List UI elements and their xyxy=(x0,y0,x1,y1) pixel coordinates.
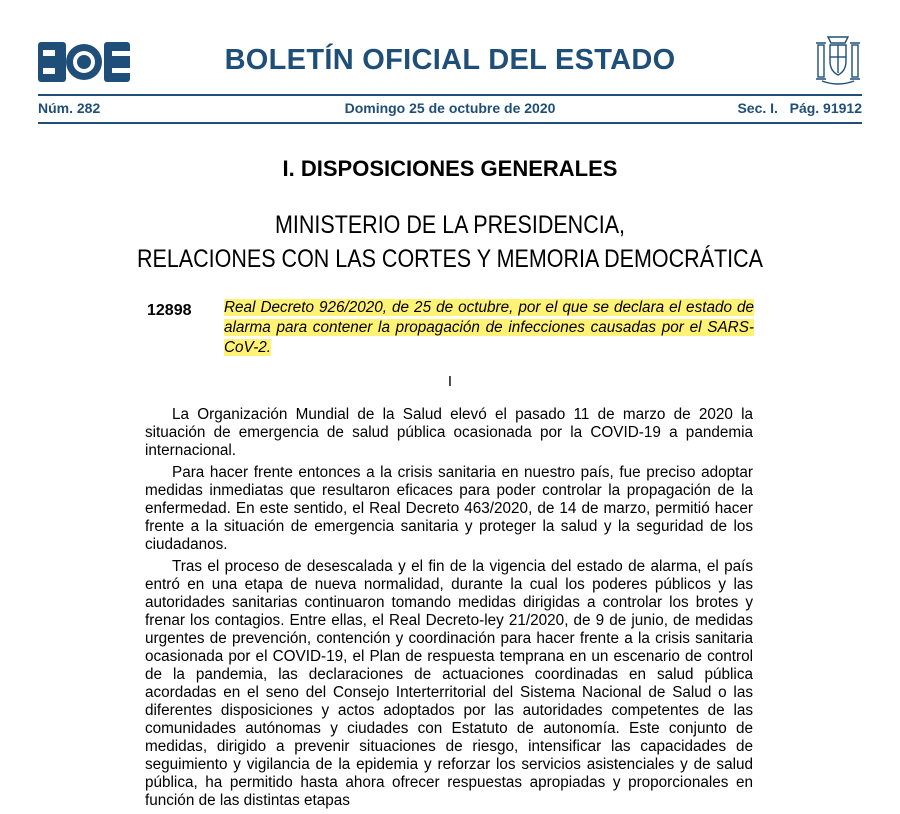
paragraph: Tras el proceso de desescalada y el fin de la vigencia del estado de alarma, el país entró en una etapa de nueva normalidad, durante la cual los poderes públicos y las autoridades sanitarias continuaron tomando medidas dirigidas a controlar los brotes y frenar los contagios. Entre ellas, el Real Decreto-ley 21/2020, de 9 de junio, de medidas urgentes de prevención, contención y coordinación para hacer frente a la crisis sanitaria ocasionada por el COVID-19, el Plan de respuesta temprana en un escenario de control de la pandemia, las declaraciones de actuaciones coordinadas en salud pública acordadas en el seno del Consejo Interterritorial del Sistema Nacional de Salud o las diferentes disposiciones y actos adoptados por las autoridades competentes de las comunidades autónomas y ciudades con Estatuto de autonomía. Este conjunto de medidas, dirigido a prevenir situaciones de riesgo, intensificar las capacidades de seguimiento y vigilancia de la epidemia y reforzar los servicios asistenciales y de salud pública, ha permitido hasta ahora ofrecer respuestas apropiadas y proporcionales en función de las distintas etapas xyxy=(145,558,753,809)
spanish-coat-of-arms-icon xyxy=(814,33,862,87)
decree-title-text: Real Decreto 926/2020, de 25 de octubre, por el que se declara el estado de alarma para contener la propagación de infecciones causadas por el SARS-CoV-2. xyxy=(224,299,754,356)
gazette-title: BOLETÍN OFICIAL DEL ESTADO xyxy=(224,44,676,76)
header-rule-top xyxy=(38,94,862,96)
ministry-line-2: RELACIONES CON LAS CORTES Y MEMORIA DEMOCRÁTICA xyxy=(136,245,764,273)
ministry-line-1: MINISTERIO DE LA PRESIDENCIA, xyxy=(274,211,626,239)
issue-number: Núm. 282 xyxy=(38,100,101,116)
section-title: I. DISPOSICIONES GENERALES xyxy=(282,156,618,181)
section-page: Sec. I. Pág. 91912 xyxy=(737,100,862,116)
paragraph: La Organización Mundial de la Salud elevó el pasado 11 de marzo de 2020 la situación de emergencia de salud pública ocasionada por la COVID-19 a pandemia internacional. xyxy=(145,406,753,459)
ministry-heading xyxy=(63,208,837,276)
header-rule-bottom xyxy=(38,122,862,124)
paragraph: Para hacer frente entonces a la crisis sanitaria en nuestro país, fue preciso adoptar medidas inmediatas que resultaron eficaces para poder controlar la propagación de la enfermedad. En este sentido, el Real Decreto 463/2020, de 14 de marzo, permitió hacer frente a la situación de emergencia sanitaria y proteger la salud y la seguridad de los ciudadanos. xyxy=(145,464,753,553)
document-body xyxy=(145,406,753,814)
issue-date: Domingo 25 de octubre de 2020 xyxy=(344,100,556,116)
entry-reference-number: 12898 xyxy=(147,302,192,319)
decree-title xyxy=(224,298,754,358)
chapter-number: I xyxy=(447,373,453,390)
